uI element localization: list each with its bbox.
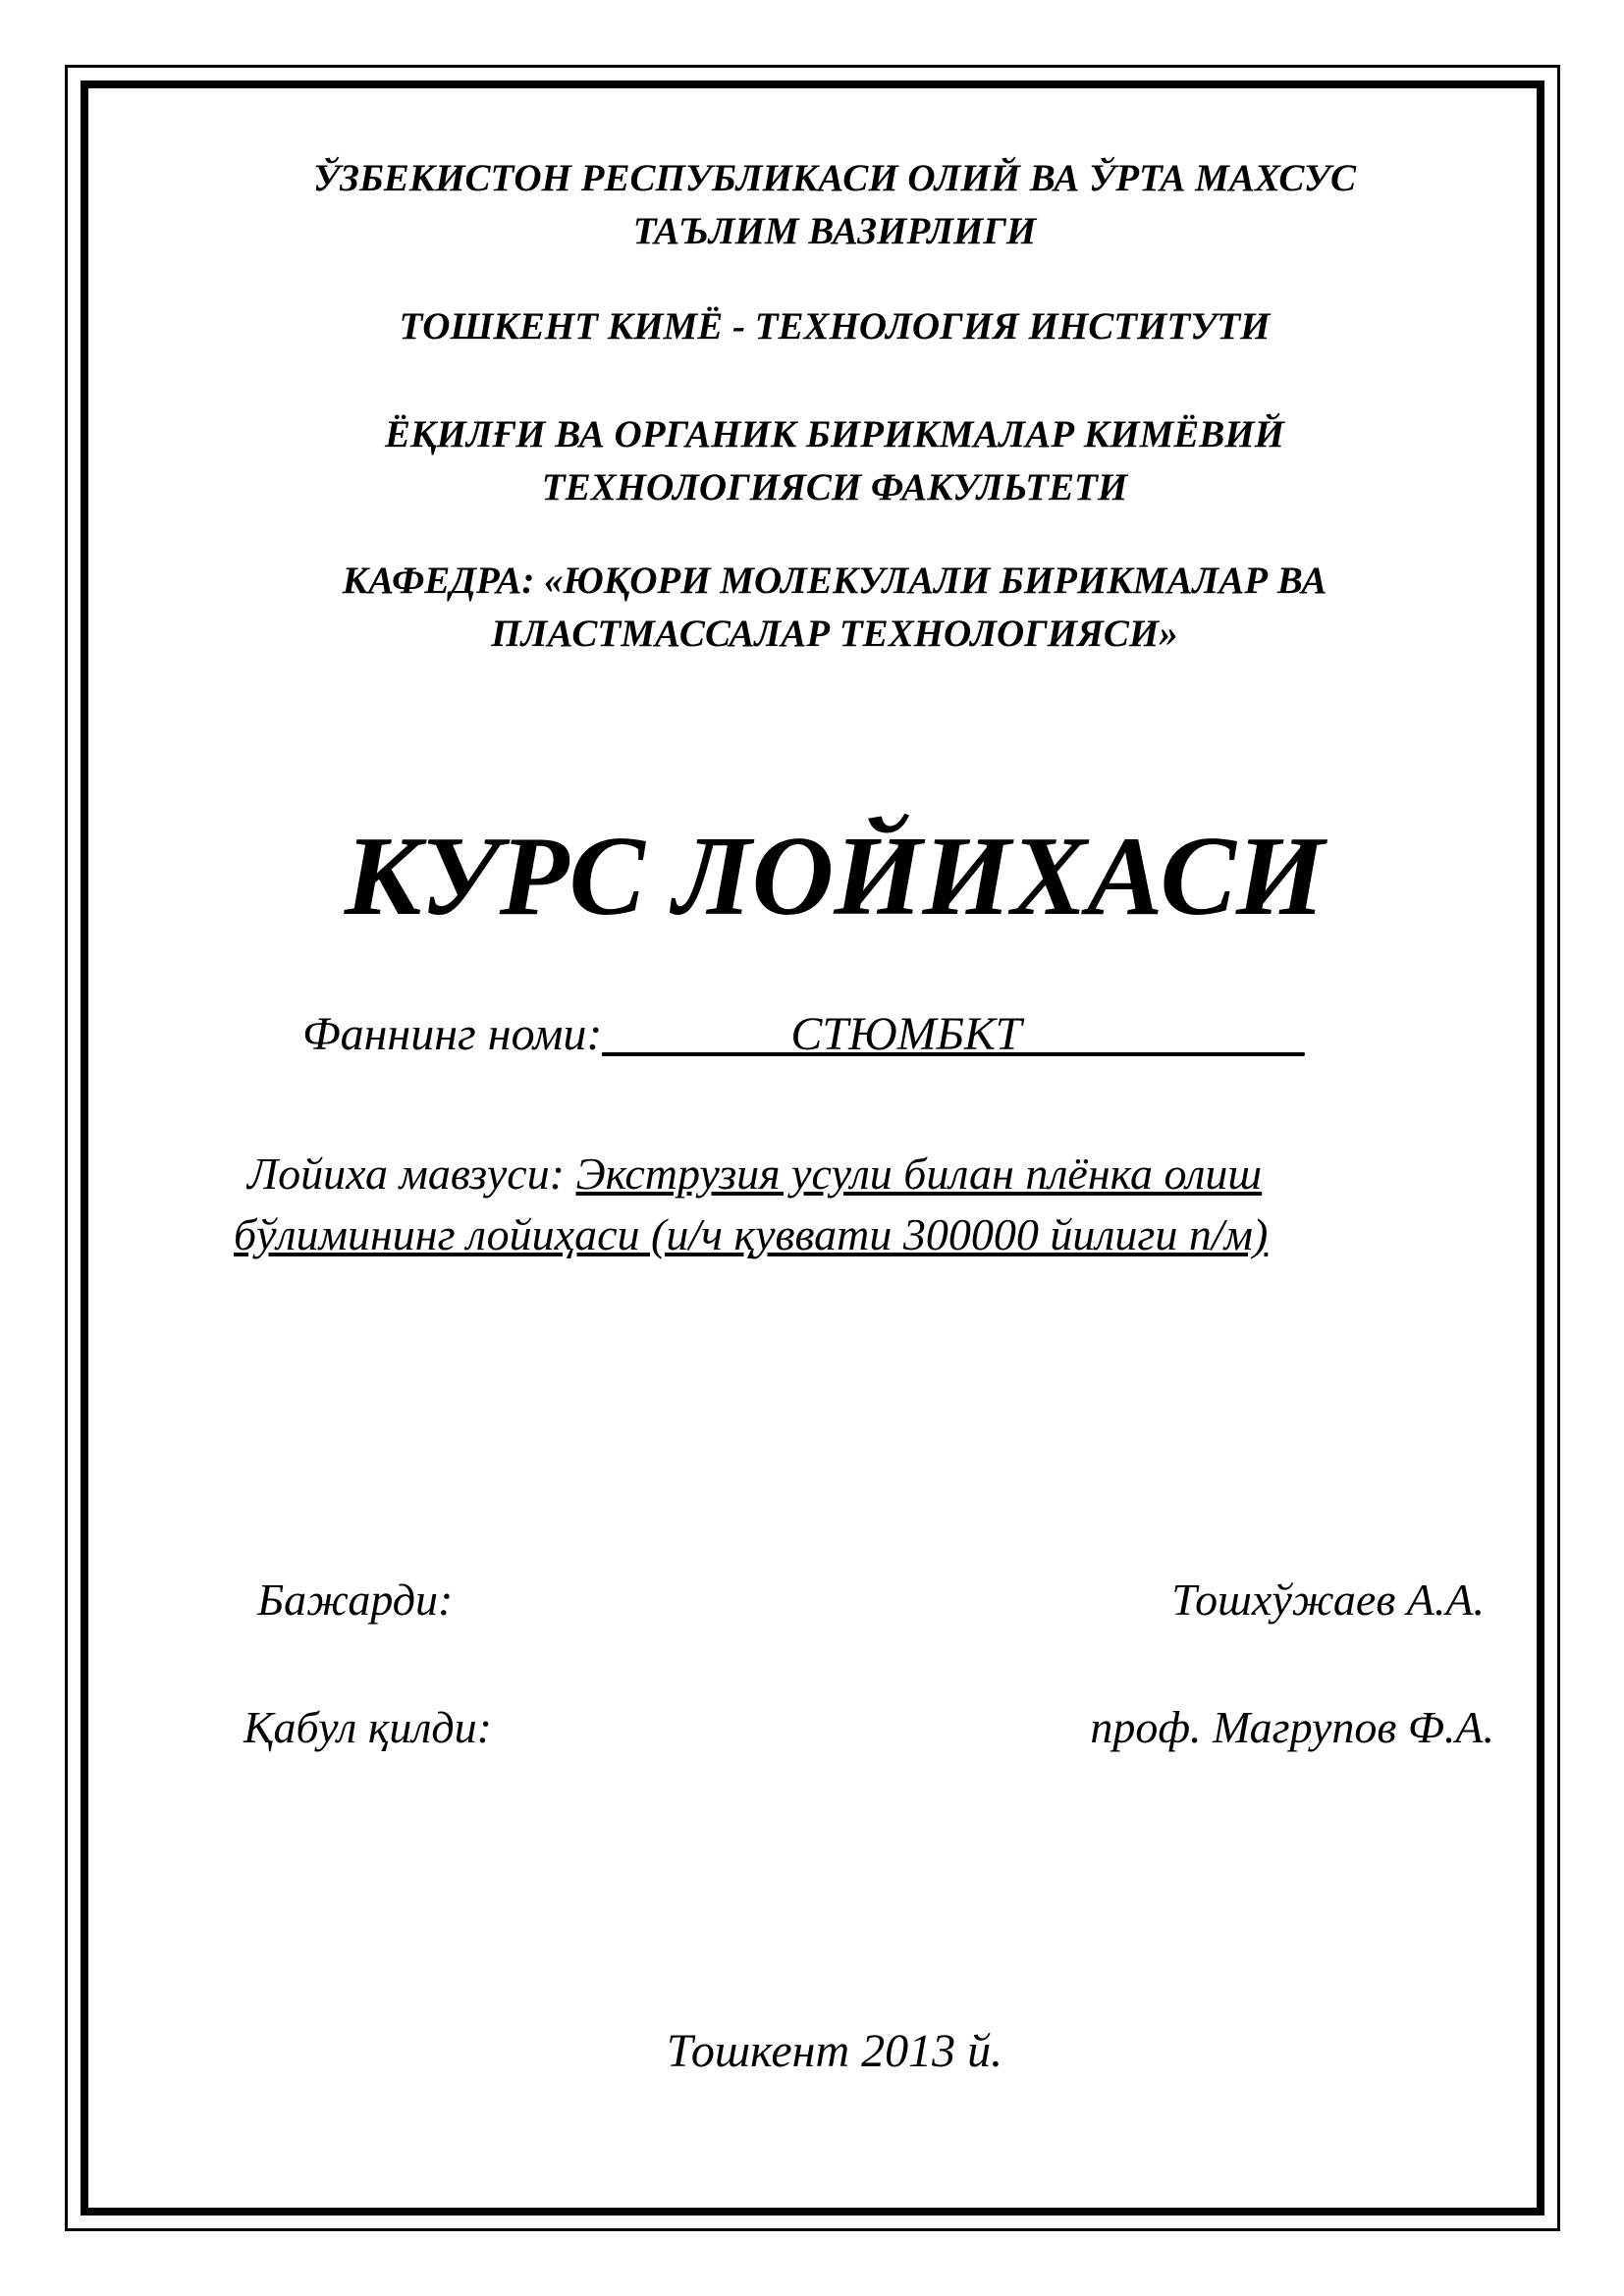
topic-text-line-1: Экструзия усули билан плёнка олиш [575, 1148, 1263, 1199]
ministry-heading [196, 152, 1473, 258]
institute-line: ТОШКЕНТ КИМЁ - ТЕХНОЛОГИЯ ИНСТИТУТИ [399, 305, 1271, 347]
faculty-line-1: ЁҚИЛҒИ ВА ОРГАНИК БИРИКМАЛАР КИМЁВИЙ [385, 413, 1284, 455]
subject-label: Фаннинг номи: [302, 1008, 603, 1060]
ministry-line-1: ЎЗБЕКИСТОН РЕСПУБЛИКАСИ ОЛИЙ ВА ЎРТА МАХСУС [312, 157, 1357, 199]
faculty-heading [196, 408, 1473, 514]
ministry-line-2: ТАЪЛИМ ВАЗИРЛИГИ [632, 210, 1037, 252]
subject-value: ________СТЮМБКТ____________ [602, 1008, 1305, 1060]
topic-second-line [234, 1204, 1530, 1265]
subject-field [302, 1005, 1305, 1064]
topic-first-line [234, 1144, 1530, 1204]
department-heading [196, 555, 1473, 661]
project-topic [234, 1144, 1530, 1265]
topic-text-line-2: бўлимининг лойиҳаси (и/ч қуввати 300000 йилиги п/м) [234, 1209, 1269, 1259]
topic-label: Лойиха мавзуси: [247, 1148, 576, 1199]
institute-heading [196, 300, 1473, 353]
place-and-year: Тошкент 2013 й. [666, 2025, 1003, 2077]
accepted-by-label: Қабул қилди: [244, 1702, 492, 1752]
document-title: КУРС ЛОЙИХАСИ [344, 814, 1326, 939]
accepted-by-name: проф. Магрупов Ф.А. [1090, 1702, 1494, 1752]
department-line-2: ПЛАСТМАССАЛАР ТЕХНОЛОГИЯСИ» [491, 613, 1178, 655]
performed-by-name: Тошхўжаев А.А. [1171, 1575, 1485, 1625]
department-line-1: КАФЕДРА: «ЮҚОРИ МОЛЕКУЛАЛИ БИРИКМАЛАР ВА [342, 560, 1327, 602]
performed-by-label: Бажарди: [257, 1575, 454, 1625]
faculty-line-2: ТЕХНОЛОГИЯСИ ФАКУЛЬТЕТИ [541, 466, 1128, 508]
